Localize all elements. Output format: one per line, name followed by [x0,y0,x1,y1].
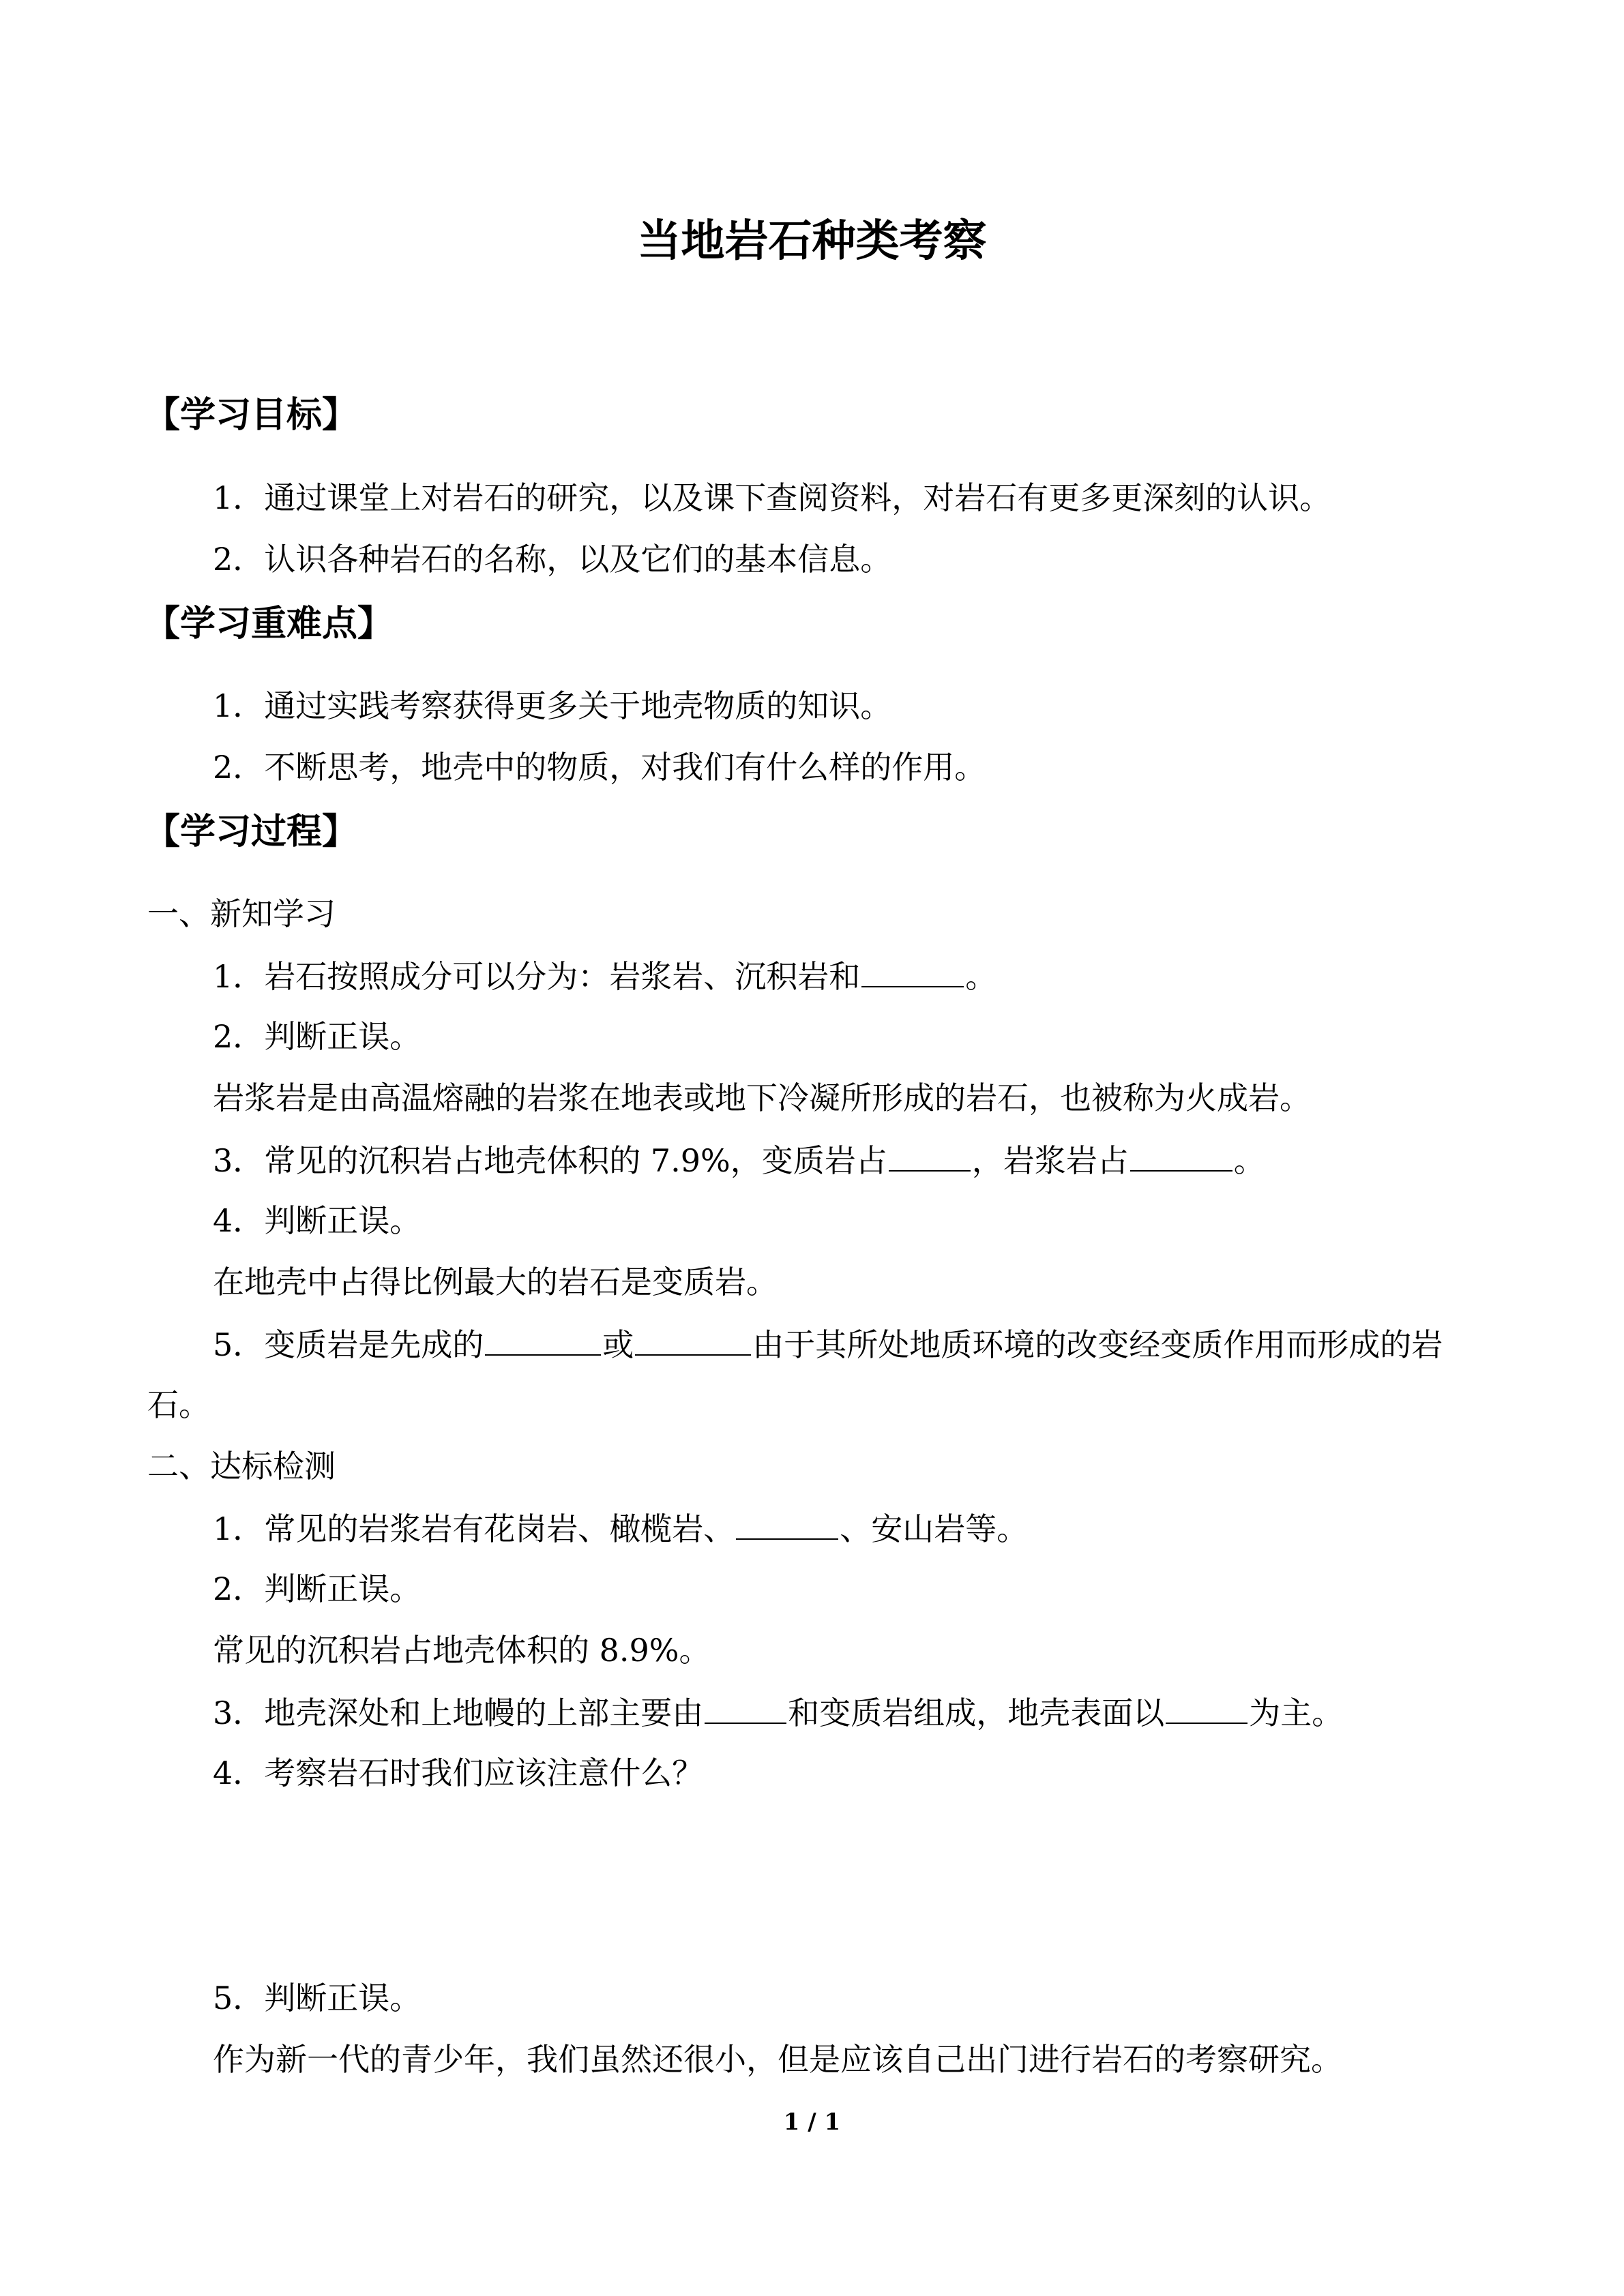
section-heading-process: 【学习过程】 [145,811,358,852]
key-point-item-1: 1．通过实践考察获得更多关于地壳物质的知识。 [213,687,892,724]
answer-space[interactable] [213,1807,1475,1957]
part1-question-1 [213,955,996,997]
part2-question-1 [213,1507,1028,1549]
answer-blank[interactable] [736,1507,838,1540]
part2-question-5-label: 5．判断正误。 [213,1980,422,2016]
part1-question-3 [213,1139,1265,1181]
question-text: 和变质岩组成，地壳表面以 [788,1695,1165,1731]
part1-question-5 [213,1323,1443,1365]
goal-item-1: 1．通过课堂上对岩石的研究，以及课下查阅资料，对岩石有更多更深刻的认识。 [213,479,1331,516]
page-number: 1 / 1 [783,2108,841,2136]
part2-question-2-statement: 常见的沉积岩占地壳体积的 8.9%。 [213,1632,711,1669]
question-text: 1．常见的岩浆岩有花岗岩、橄榄岩、 [213,1510,735,1547]
answer-blank[interactable] [1130,1139,1232,1172]
answer-blank[interactable] [485,1323,601,1356]
part2-heading: 二、达标检测 [147,1448,336,1485]
goal-item-2: 2．认识各种岩石的名称，以及它们的基本信息。 [213,541,892,578]
answer-blank[interactable] [861,955,964,987]
question-text: 。 [1233,1142,1265,1179]
answer-blank[interactable] [1166,1691,1247,1724]
question-text: 5．变质岩是先成的 [213,1326,484,1363]
part2-question-3 [213,1691,1343,1733]
key-point-item-2: 2．不断思考，地壳中的物质，对我们有什么样的作用。 [213,749,986,786]
section-heading-key-points: 【学习重难点】 [145,603,394,644]
question-text: 3．常见的沉积岩占地壳体积的 7.9%，变质岩占 [213,1142,887,1179]
part2-question-5-statement: 作为新一代的青少年，我们虽然还很小，但是应该自己出门进行岩石的考察研究。 [213,2041,1342,2078]
part1-heading: 一、新知学习 [147,895,336,932]
part2-question-4: 4．考察岩石时我们应该注意什么？ [213,1755,704,1791]
part1-question-4-label: 4．判断正误。 [213,1202,422,1239]
question-text: 、安山岩等。 [840,1510,1029,1547]
part1-question-2-statement: 岩浆岩是由高温熔融的岩浆在地表或地下冷凝所形成的岩石，也被称为火成岩。 [213,1079,1311,1116]
answer-blank[interactable] [705,1691,786,1724]
question-text: 为主。 [1249,1695,1344,1731]
question-text: 3．地壳深处和上地幔的上部主要由 [213,1695,704,1731]
question-text: 1．岩石按照成分可以分为：岩浆岩、沉积岩和 [213,958,861,995]
part2-question-2-label: 2．判断正误。 [213,1570,422,1607]
page-title: 当地岩石种类考察 [637,216,987,267]
question-text: 或 [602,1326,634,1363]
part1-question-2-label: 2．判断正误。 [213,1018,422,1055]
part1-question-5-continuation: 石。 [147,1386,210,1423]
question-text: 。 [965,958,997,995]
section-heading-goals: 【学习目标】 [145,395,358,436]
answer-blank[interactable] [635,1323,751,1356]
answer-blank[interactable] [889,1139,971,1172]
part1-question-4-statement: 在地壳中占得比例最大的岩石是变质岩。 [213,1264,778,1300]
question-text: ，岩浆岩占 [971,1142,1129,1179]
question-text: 由于其所处地质环境的改变经变质作用而形成的岩 [752,1326,1443,1363]
